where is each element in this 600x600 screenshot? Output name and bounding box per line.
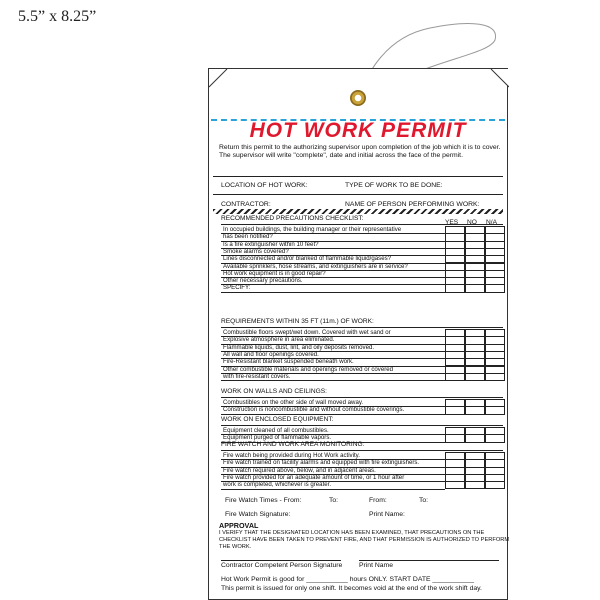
row-underline bbox=[221, 292, 445, 293]
print-name-line bbox=[359, 560, 499, 561]
location-label: LOCATION OF HOT WORK: bbox=[221, 182, 308, 189]
checkbox-na[interactable] bbox=[485, 406, 505, 414]
contractor-signature-label: Contractor Competent Person Signature bbox=[221, 562, 343, 569]
section-rule bbox=[221, 397, 503, 398]
checklist-item-text: Flammable liquids, dust, lint, and oily deposits removed. bbox=[223, 343, 375, 351]
section-heading: REQUIREMENTS WITHIN 35 FT (11m.) OF WORK: bbox=[221, 318, 374, 325]
checklist-item-text: Equipment purged of flammable vapors. bbox=[223, 434, 332, 442]
from-label: From: bbox=[369, 497, 387, 504]
divider bbox=[213, 194, 503, 195]
row-underline bbox=[221, 414, 445, 415]
checklist-item-text: Fire watch required above, below, and in adjacent areas. bbox=[223, 466, 376, 474]
fire-watch-signature-label: Fire Watch Signature: bbox=[225, 511, 291, 518]
checklist-item-text: Lines disconnected and/or blanked of flammable liquid/gases? bbox=[223, 255, 392, 263]
section-heading: WORK ON ENCLOSED EQUIPMENT: bbox=[221, 416, 334, 423]
to-label: To: bbox=[329, 497, 339, 504]
checkbox-na[interactable] bbox=[485, 373, 505, 381]
checklist-item-text: Fire watch trained on facility alarms and equipped with fire extinguishers. bbox=[223, 459, 420, 467]
size-label: 5.5” x 8.25” bbox=[18, 8, 97, 25]
checklist-item-text: Equipment cleaned of all combustibles. bbox=[223, 427, 329, 434]
checklist-item-text: Hot work equipment is in good repair? bbox=[223, 269, 326, 277]
checkbox-yes[interactable] bbox=[445, 373, 465, 381]
checkbox-na[interactable] bbox=[485, 481, 505, 489]
checkbox-no[interactable] bbox=[465, 481, 485, 489]
checklist-item-text: Fire watch provided for an adequate amount of time, or 1 hour after bbox=[223, 473, 405, 481]
col-no: NO bbox=[467, 219, 477, 226]
permit-tag bbox=[208, 68, 508, 600]
checkbox-yes[interactable] bbox=[445, 481, 465, 489]
one-shift-notice: This permit is issued for only one shift. It becomes void at the end of the work shift day. bbox=[221, 585, 482, 592]
print-name-label-2: Print Name bbox=[359, 562, 393, 569]
checklist-item-text: Available sprinklers, hose streams, and extinguishers are in service? bbox=[223, 262, 408, 270]
section-rule bbox=[221, 327, 503, 328]
approval-heading: APPROVAL bbox=[219, 521, 259, 530]
approval-line-1: I VERIFY THAT THE DESIGNATED LOCATION HAS BEEN EXAMINED, THAT PRECAUTIONS ON THE bbox=[219, 530, 485, 536]
checklist-item-text: SPECIFY: bbox=[223, 284, 251, 292]
checklist-item-text: Combustible floors swept/wet down. Covered with wet sand or bbox=[223, 329, 391, 336]
checklist-item-text: Explosive atmosphere in area eliminated. bbox=[223, 336, 335, 344]
checkbox-no[interactable] bbox=[465, 284, 485, 292]
checkbox-no[interactable] bbox=[465, 373, 485, 381]
checkbox-no[interactable] bbox=[465, 406, 485, 414]
checkbox-yes[interactable] bbox=[445, 284, 465, 292]
checklist-item-text: work is completed, whichever is greater. bbox=[223, 481, 332, 489]
checkbox-na[interactable] bbox=[485, 284, 505, 292]
checklist-item-text: Fire watch being provided during Hot Work activity. bbox=[223, 452, 360, 459]
intro-line-2: The supervisor will write "complete", date and initial across the face of the permit. bbox=[219, 152, 463, 159]
print-name-label: Print Name: bbox=[369, 511, 405, 518]
row-underline bbox=[221, 380, 445, 381]
approval-line-3: THE WORK. bbox=[219, 544, 252, 550]
section-heading: RECOMMENDED PRECAUTIONS CHECKLIST: bbox=[221, 215, 364, 222]
checklist-item-text: All wall and floor openings covered. bbox=[223, 350, 319, 358]
section-heading: FIRE WATCH AND WORK AREA MONITORING: bbox=[221, 441, 365, 448]
signature-line bbox=[221, 560, 341, 561]
checklist-item-text: Smoke alarms covered? bbox=[223, 247, 289, 255]
divider bbox=[213, 176, 503, 177]
checklist-item-text: Other necessary precautions. bbox=[223, 277, 303, 285]
person-performing-label: NAME OF PERSON PERFORMING WORK: bbox=[345, 201, 480, 208]
row-underline bbox=[221, 489, 445, 490]
col-yes: YES bbox=[445, 219, 459, 226]
zigzag-divider bbox=[213, 209, 503, 214]
checkbox-na[interactable] bbox=[485, 434, 505, 442]
checklist-item-text: Other combustible materials and openings removed or covered bbox=[223, 365, 394, 373]
checklist-item-text: In occupied buildings, the building manager or their representative bbox=[223, 226, 402, 233]
contractor-label: CONTRACTOR: bbox=[221, 201, 271, 208]
checkbox-no[interactable] bbox=[465, 434, 485, 442]
checklist-item-text: has been notified? bbox=[223, 233, 273, 241]
section-heading: WORK ON WALLS AND CEILINGS: bbox=[221, 388, 328, 395]
section-rule bbox=[221, 224, 503, 225]
fire-watch-times-label: Fire Watch Times - From: bbox=[225, 497, 302, 504]
type-of-work-label: TYPE OF WORK TO BE DONE: bbox=[345, 182, 443, 189]
grommet-hole bbox=[350, 90, 366, 106]
intro-line-1: Return this permit to the authorizing supervisor upon completion of the job which it is to cover. bbox=[219, 144, 501, 151]
to-label-2: To: bbox=[419, 497, 429, 504]
checkbox-yes[interactable] bbox=[445, 406, 465, 414]
checklist-item-text: Combustibles on the other side of wall moved away. bbox=[223, 399, 364, 406]
section-rule bbox=[221, 425, 503, 426]
permit-title: HOT WORK PERMIT bbox=[249, 119, 467, 142]
checklist-item-text: Fire-Resistant blanket suspended beneath work. bbox=[223, 358, 354, 366]
permit-good-for: Hot Work Permit is good for ___________ hours ONLY. START DATE ___________ bbox=[221, 576, 475, 583]
section-rule bbox=[221, 450, 503, 451]
col-na: N/A bbox=[486, 219, 497, 226]
checklist-item-text: Construction is noncombustible and without combustible coverings. bbox=[223, 406, 405, 414]
checklist-item-text: Is a fire extinguisher within 10 feet? bbox=[223, 240, 319, 248]
checklist-item-text: with fire-resistant covers. bbox=[223, 372, 291, 380]
checkbox-yes[interactable] bbox=[445, 434, 465, 442]
approval-line-2: CHECKLIST HAVE BEEN TAKEN TO PREVENT FIRE, AND THAT PERMISSION IS AUTHORIZED TO PERFORM bbox=[219, 537, 510, 543]
